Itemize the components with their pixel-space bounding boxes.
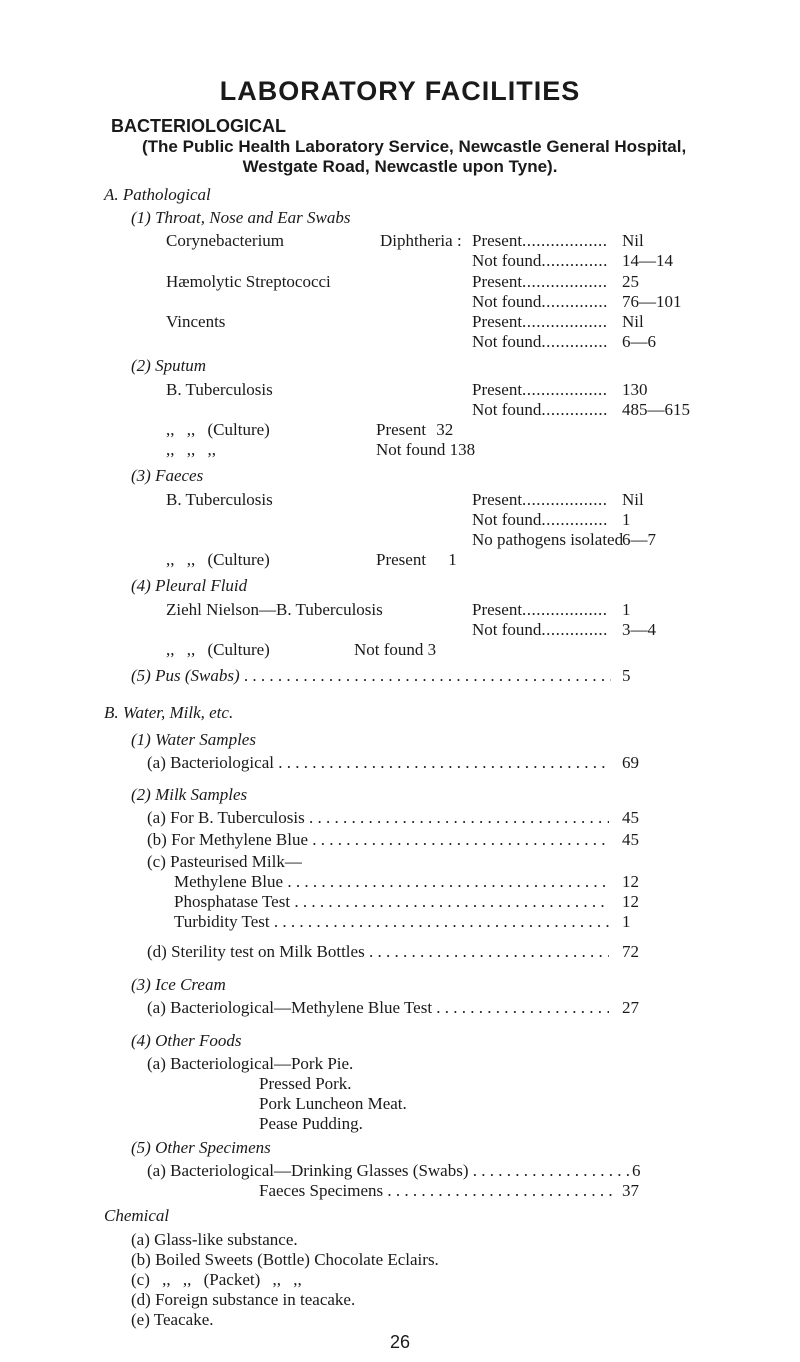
a1-h-present-label: Present ..... <box>472 272 608 292</box>
page-number: 26 <box>389 1332 411 1352</box>
a4-present-label: Present ..... <box>472 600 608 620</box>
a1-h-notfound-label: Not found ..... <box>472 292 608 312</box>
page-title: LABORATORY FACILITIES <box>219 76 581 106</box>
b2c2-value: 12 <box>622 892 639 911</box>
b2c2-label: Phosphatase Test . . . <box>174 892 609 912</box>
chemical-heading: Chemical <box>104 1206 170 1225</box>
a5-label: (5) Pus (Swabs) . . . <box>131 666 611 686</box>
b1-heading: (1) Water Samples <box>131 730 256 749</box>
b3a-value: 27 <box>622 998 639 1017</box>
a3-nopath-label: No pathogens isolated <box>472 530 624 549</box>
b5f-label: Faeces Specimens . . . <box>259 1181 617 1201</box>
section-heading: BACTERIOLOGICAL <box>111 116 286 136</box>
a1-c-notfound-label: Not found ..... <box>472 251 608 271</box>
a4-present-value: 1 <box>622 600 631 619</box>
chemical-d: (d) Foreign substance in teacake. <box>131 1290 356 1309</box>
b4a-line-4: Pease Pudding. <box>259 1114 363 1133</box>
a1-diphtheria: Diphtheria : <box>380 231 462 250</box>
a4-culture-notfound: Not found 3 <box>354 640 437 659</box>
a1-v-notfound-label: Not found ..... <box>472 332 608 352</box>
chemical-e: (e) Teacake. <box>131 1310 214 1329</box>
a2-notfound-value: 485—615 <box>622 400 690 419</box>
a1-c-present-value: Nil <box>622 231 644 250</box>
a1-heading: (1) Throat, Nose and Ear Swabs <box>131 208 351 227</box>
b2c1-value: 12 <box>622 872 639 891</box>
a3-culture-label: ,, ,, (Culture) <box>166 550 270 569</box>
chemical-c: (c) ,, ,, (Packet) ,, ,, <box>131 1270 302 1289</box>
a4-heading: (4) Pleural Fluid <box>131 576 248 595</box>
a1-v-notfound-value: 6—6 <box>622 332 656 351</box>
subtitle-line-2: Westgate Road, Newcastle upon Tyne). <box>242 157 558 176</box>
b1a-label: (a) Bacteriological . . . <box>147 753 609 773</box>
b2-heading: (2) Milk Samples <box>131 785 248 804</box>
a1-h-present-value: 25 <box>622 272 639 291</box>
b2a-value: 45 <box>622 808 639 827</box>
a2-culture-ditto: ,, ,, ,, <box>166 440 216 459</box>
b2c1-label: Methylene Blue . . . <box>174 872 609 892</box>
b2b-label: (b) For Methylene Blue . . . <box>147 830 609 850</box>
a1-haemolytic: Hæmolytic Streptococci <box>166 272 331 291</box>
a3-notfound-value: 1 <box>622 510 631 529</box>
a2-present-label: Present ..... <box>472 380 608 400</box>
b2a-label: (a) For B. Tuberculosis . . . <box>147 808 609 828</box>
b3-heading: (3) Ice Cream <box>131 975 226 994</box>
a5-value: 5 <box>622 666 631 685</box>
a3-culture-present: Present 1 <box>376 550 457 569</box>
a1-c-notfound-value: 14—14 <box>622 251 673 270</box>
b4a-line-2: Pressed Pork. <box>259 1074 352 1093</box>
chemical-a: (a) Glass-like substance. <box>131 1230 298 1249</box>
b2c3-value: 1 <box>622 912 631 931</box>
b5-heading: (5) Other Specimens <box>131 1138 271 1157</box>
b2c3-label: Turbidity Test . . . <box>174 912 609 932</box>
b4-heading: (4) Other Foods <box>131 1031 242 1050</box>
section-b-heading: B. Water, Milk, etc. <box>104 703 234 722</box>
a3-tuberculosis: B. Tuberculosis <box>166 490 273 509</box>
a3-heading: (3) Faeces <box>131 466 204 485</box>
a1-h-notfound-value: 76—101 <box>622 292 682 311</box>
a4-ziehl: Ziehl Nielson—B. Tuberculosis <box>166 600 383 619</box>
a1-corynebacterium: Corynebacterium <box>166 231 285 250</box>
a2-heading: (2) Sputum <box>131 356 207 375</box>
a3-notfound-label: Not found ..... <box>472 510 608 530</box>
a1-c-present-label: Present ..... <box>472 231 608 251</box>
chemical-b: (b) Boiled Sweets (Bottle) Chocolate Eclairs. <box>131 1250 439 1269</box>
subtitle-line-1: (The Public Health Laboratory Service, Newcastle General Hospital, <box>142 137 687 156</box>
b5a-label: (a) Bacteriological—Drinking Glasses (Swabs) . . . <box>147 1161 629 1181</box>
b4a-line-1: (a) Bacteriological—Pork Pie. <box>147 1054 354 1073</box>
section-a-heading: A. Pathological <box>104 185 211 204</box>
a1-vincents: Vincents <box>166 312 226 331</box>
b2c-label: (c) Pasteurised Milk— <box>147 852 302 871</box>
b3a-label: (a) Bacteriological—Methylene Blue Test . . . <box>147 998 609 1018</box>
a3-present-label: Present ..... <box>472 490 608 510</box>
a2-culture-label: ,, ,, (Culture) <box>166 420 270 439</box>
a4-culture-label: ,, ,, (Culture) <box>166 640 270 659</box>
a2-culture-present: Present 32 <box>376 420 454 439</box>
b2d-label: (d) Sterility test on Milk Bottles . . . <box>147 942 609 962</box>
a1-v-present-label: Present ..... <box>472 312 608 332</box>
b5a-value: 6 <box>632 1161 641 1180</box>
a2-present-value: 130 <box>622 380 648 399</box>
a1-v-present-value: Nil <box>622 312 644 331</box>
b4a-line-3: Pork Luncheon Meat. <box>259 1094 407 1113</box>
a3-present-value: Nil <box>622 490 644 509</box>
a2-tuberculosis: B. Tuberculosis <box>166 380 273 399</box>
b1a-value: 69 <box>622 753 639 772</box>
a3-nopath-value: 6—7 <box>622 530 656 549</box>
a2-notfound-label: Not found ..... <box>472 400 608 420</box>
a4-notfound-value: 3—4 <box>622 620 656 639</box>
b2d-value: 72 <box>622 942 639 961</box>
a4-notfound-label: Not found ..... <box>472 620 608 640</box>
b5f-value: 37 <box>622 1181 639 1200</box>
a2-culture-notfound: Not found 138 <box>376 440 476 459</box>
b2b-value: 45 <box>622 830 639 849</box>
